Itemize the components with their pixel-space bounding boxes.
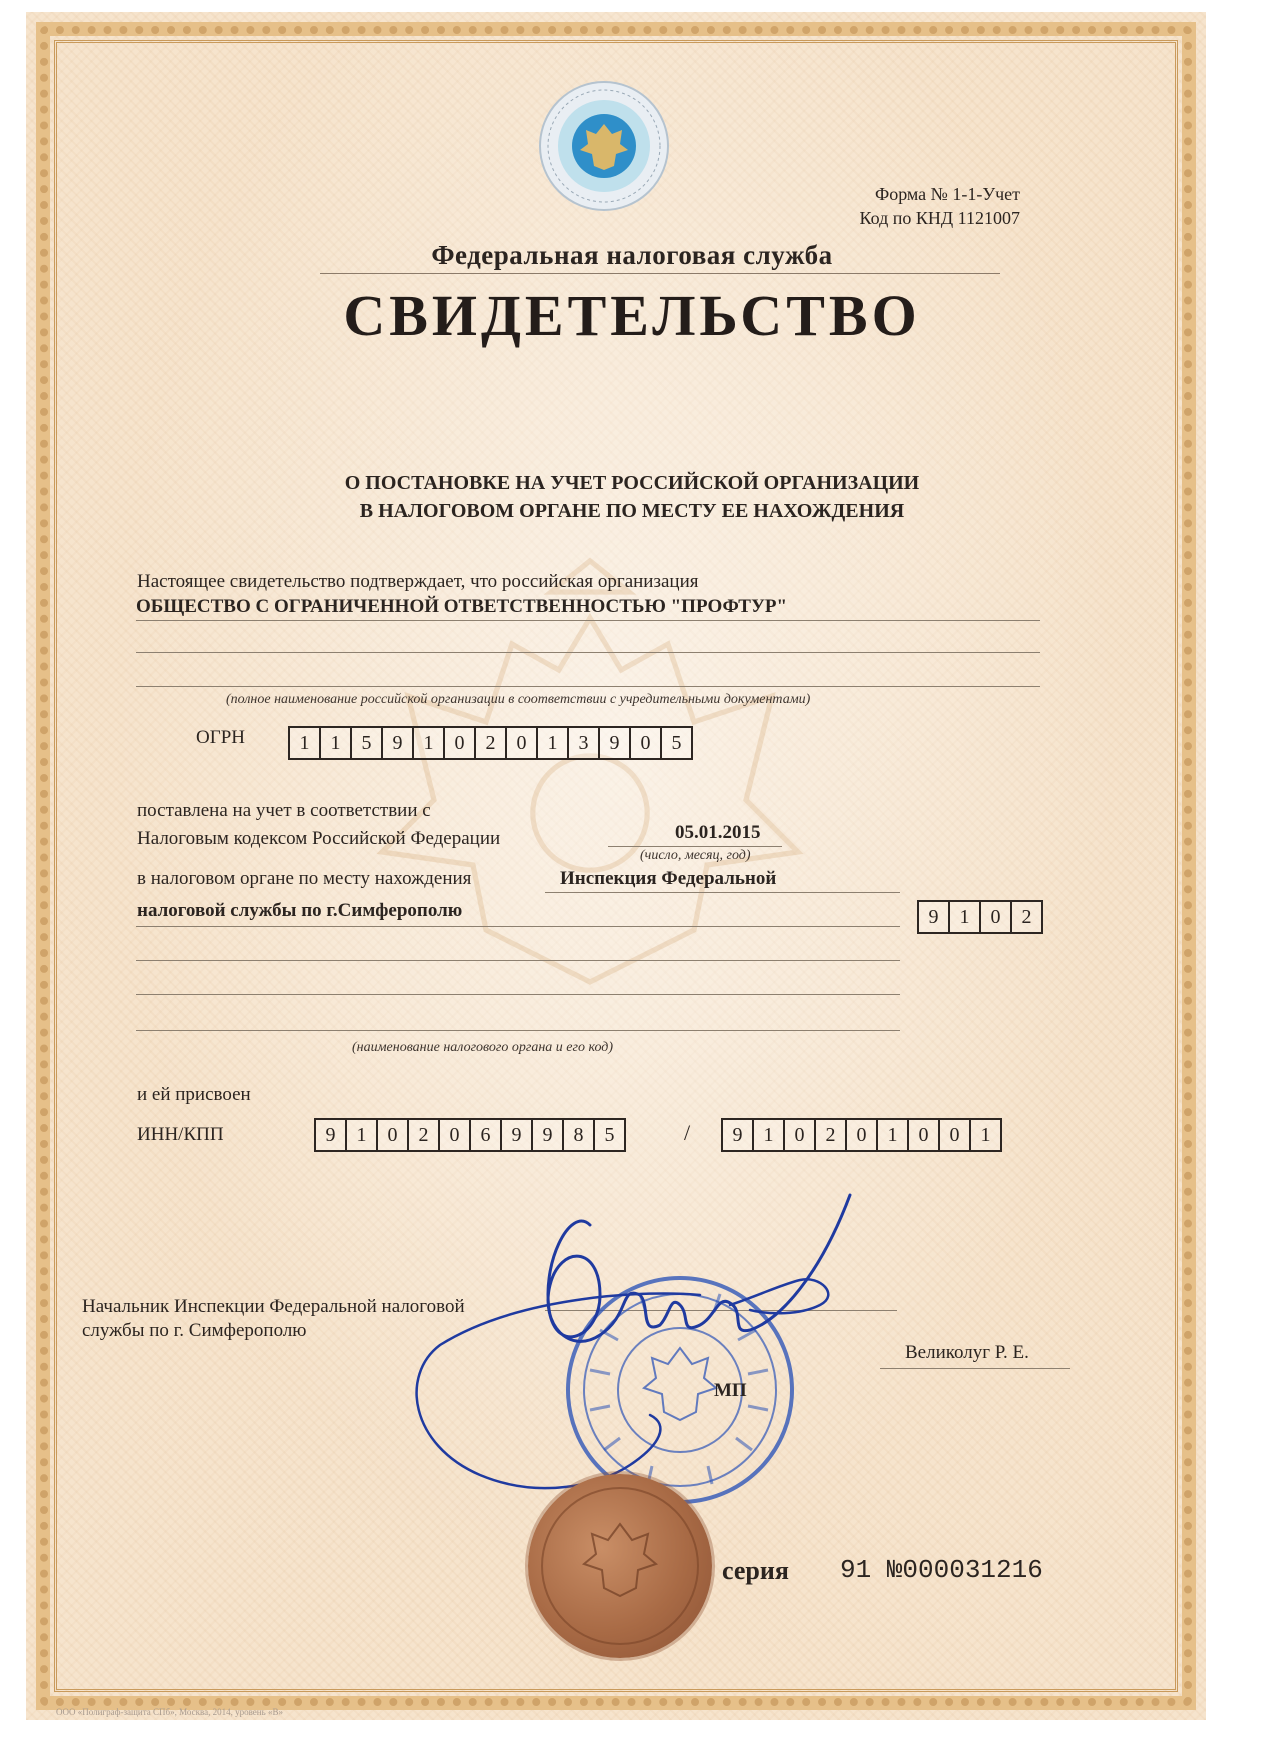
ogrn-digit: 5: [350, 726, 383, 760]
underline: [545, 892, 900, 893]
authority-intro: в налоговом органе по месту нахождения: [137, 868, 472, 889]
organization-intro: Настоящее свидетельство подтверждает, что российская организация: [137, 571, 699, 592]
date-caption: (число, месяц, год): [640, 848, 751, 863]
divider: [320, 273, 1000, 274]
registration-date: 05.01.2015: [675, 822, 761, 843]
subtitle-line-2: В НАЛОГОВОМ ОРГАНЕ ПО МЕСТУ ЕЕ НАХОЖДЕНИЯ: [359, 500, 905, 522]
ogrn-digit: 9: [598, 726, 631, 760]
inn-digit: 9: [531, 1118, 564, 1152]
underline: [136, 1030, 900, 1031]
knd-code: Код по КНД 1121007: [859, 208, 1020, 228]
underline: [136, 960, 900, 961]
authority-code-digit: 2: [1010, 900, 1043, 934]
signatory-name: Великолуг Р. Е.: [905, 1342, 1029, 1363]
underline: [136, 686, 1040, 687]
inn-kpp-separator: /: [684, 1120, 691, 1145]
ogrn-digit: 0: [443, 726, 476, 760]
kpp-digit: 0: [845, 1118, 878, 1152]
hologram-emblem: [536, 78, 672, 214]
kpp-digit: 1: [752, 1118, 785, 1152]
authority-name-part-1: Инспекция Федеральной: [560, 868, 777, 889]
inn-digit: 9: [314, 1118, 347, 1152]
printer-imprint: ООО «Полиграф-защита СПб», Москва, 2014, уровень «В»: [56, 1707, 283, 1717]
kpp-digit: 0: [783, 1118, 816, 1152]
seal-emblem-icon: [528, 1474, 712, 1658]
authority-name-part-2: налоговой службы по г.Симферополю: [137, 900, 463, 921]
kpp-cells: [723, 1118, 1002, 1152]
inn-kpp-label: ИНН/КПП: [137, 1124, 224, 1145]
inn-digit: 5: [593, 1118, 626, 1152]
authority-code-digit: 9: [917, 900, 950, 934]
organization-name: ОБЩЕСТВО С ОГРАНИЧЕННОЙ ОТВЕТСТВЕННОСТЬЮ "ПРОФТУР": [136, 596, 788, 617]
ogrn-digit: 2: [474, 726, 507, 760]
authority-code-digit: 1: [948, 900, 981, 934]
underline: [136, 620, 1040, 621]
ogrn-label: ОГРН: [196, 727, 245, 748]
ogrn-digit: 1: [319, 726, 352, 760]
authority-caption: (наименование налогового органа и его код): [352, 1040, 614, 1055]
inn-digit: 8: [562, 1118, 595, 1152]
kpp-digit: 0: [938, 1118, 971, 1152]
ogrn-digit: 3: [567, 726, 600, 760]
kpp-digit: 1: [876, 1118, 909, 1152]
authority-code-digit: 0: [979, 900, 1012, 934]
document-title: СВИДЕТЕЛЬСТВО: [343, 283, 921, 348]
inn-digit: 1: [345, 1118, 378, 1152]
stamp-place-label: МП: [714, 1380, 747, 1401]
registration-line-2: Налоговым кодексом Российской Федерации: [137, 828, 501, 849]
ogrn-digit: 9: [381, 726, 414, 760]
ogrn-digit: 0: [629, 726, 662, 760]
organization-name-caption: (полное наименование российской организации в соответствии с учредительными документами): [226, 692, 811, 707]
series-number: 91 №000031216: [840, 1555, 1043, 1585]
subtitle-line-1: О ПОСТАНОВКЕ НА УЧЕТ РОССИЙСКОЙ ОРГАНИЗАЦИИ: [344, 472, 920, 494]
date-underline: [608, 846, 782, 847]
inn-digit: 0: [438, 1118, 471, 1152]
underline: [136, 652, 1040, 653]
kpp-digit: 0: [907, 1118, 940, 1152]
underline: [136, 994, 900, 995]
ogrn-digit: 0: [505, 726, 538, 760]
series-label: серия: [722, 1556, 789, 1585]
signatory-position-line-1: Начальник Инспекции Федеральной налоговой: [82, 1296, 465, 1317]
form-number: Форма № 1-1-Учет: [874, 184, 1020, 204]
registration-line-1: поставлена на учет в соответствии с: [137, 800, 431, 821]
kpp-digit: 2: [814, 1118, 847, 1152]
inn-kpp-intro: и ей присвоен: [137, 1084, 251, 1105]
ogrn-digit: 1: [536, 726, 569, 760]
embossed-seal: [528, 1474, 712, 1658]
inn-digit: 0: [376, 1118, 409, 1152]
agency-name: Федеральная налоговая служба: [431, 240, 833, 270]
inn-digit: 6: [469, 1118, 502, 1152]
ogrn-cells: [290, 726, 693, 760]
ogrn-digit: 5: [660, 726, 693, 760]
ogrn-digit: 1: [288, 726, 321, 760]
authority-code-cells: [919, 900, 1043, 934]
inn-digit: 2: [407, 1118, 440, 1152]
inn-cells: [316, 1118, 626, 1152]
underline: [136, 926, 900, 927]
kpp-digit: 1: [969, 1118, 1002, 1152]
ogrn-digit: 1: [412, 726, 445, 760]
inn-digit: 9: [500, 1118, 533, 1152]
signatory-position-line-2: службы по г. Симферополю: [82, 1320, 307, 1341]
kpp-digit: 9: [721, 1118, 754, 1152]
